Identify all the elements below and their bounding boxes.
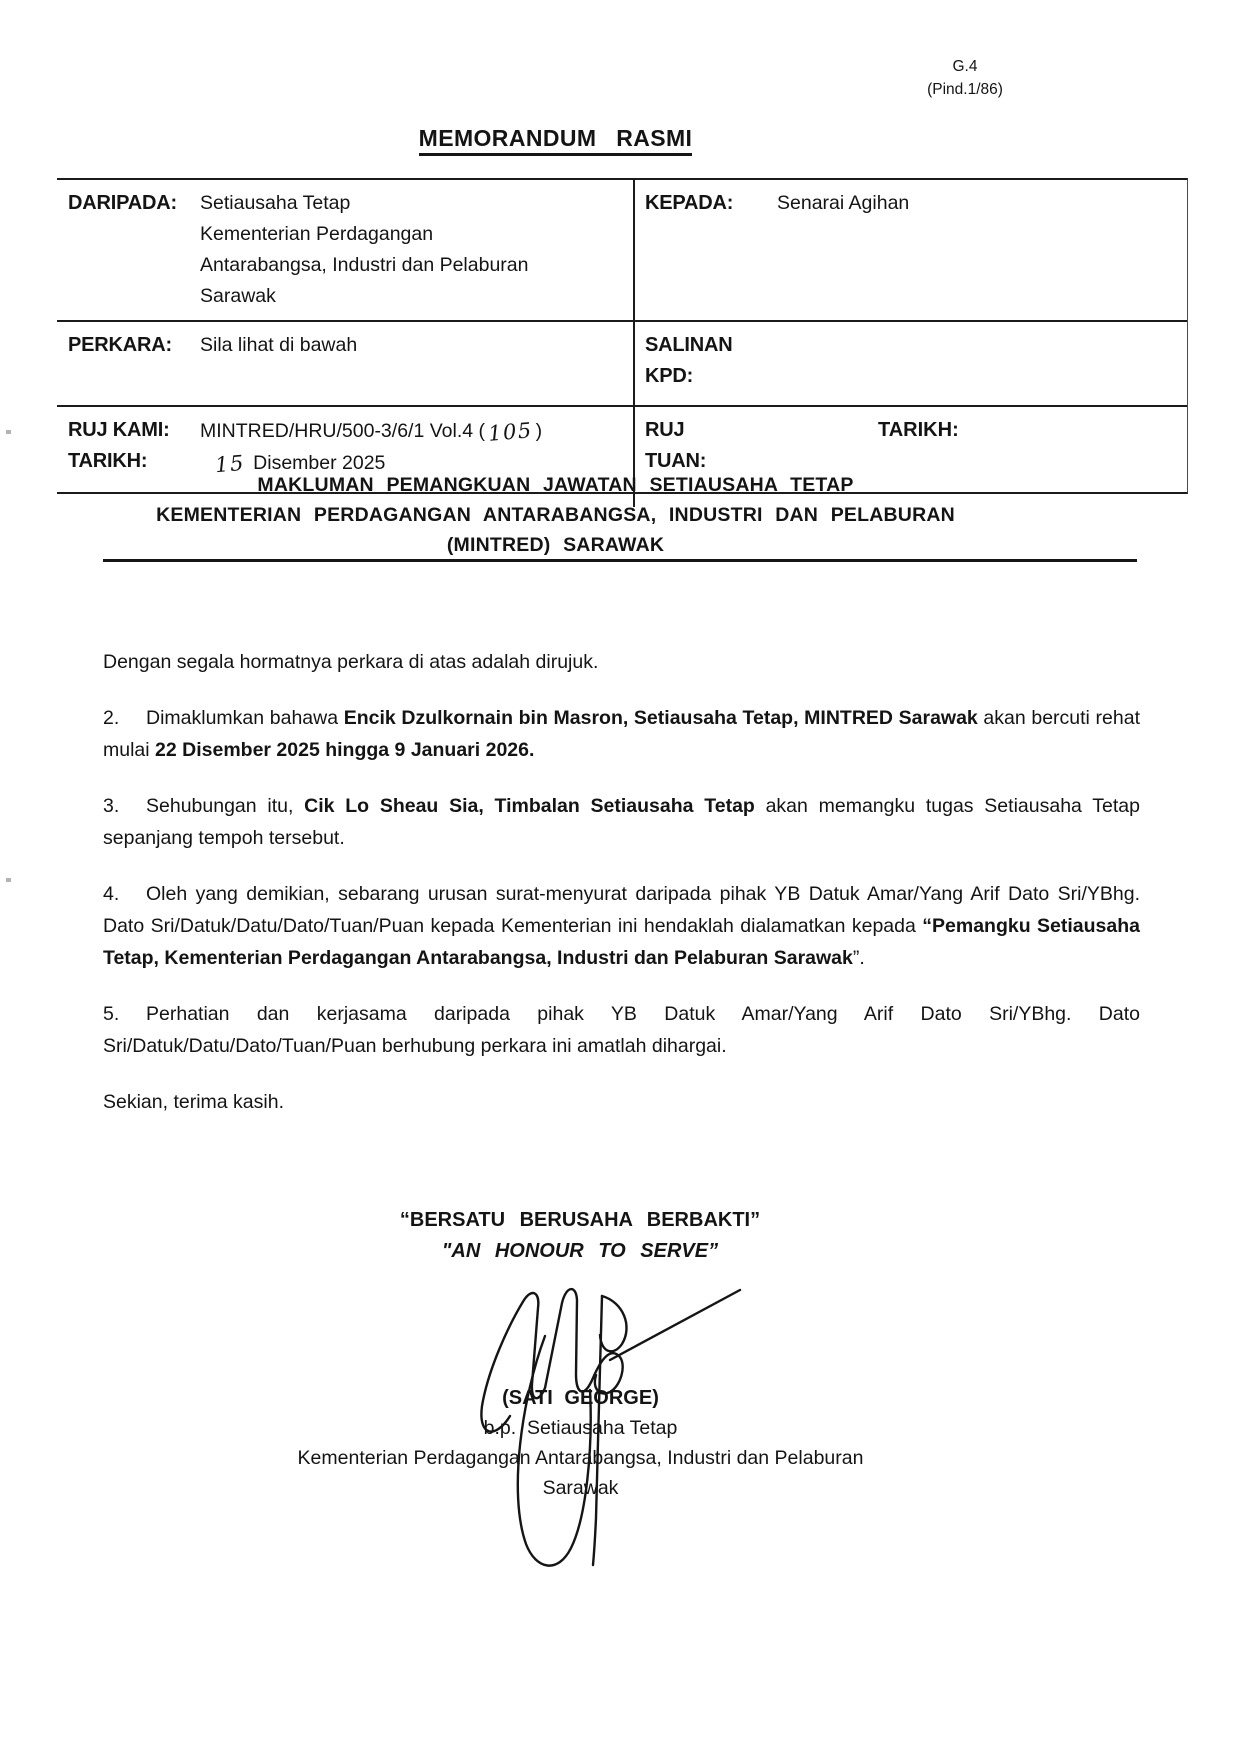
signature-bowl-stroke: [600, 1296, 627, 1351]
motto-line-english: "AN HONOUR TO SERVE”: [441, 1240, 719, 1262]
daripada-line: Kementerian Perdagangan: [200, 223, 434, 245]
ruj-tuan-label-line: RUJ: [645, 419, 685, 441]
form-code-number: G.4: [952, 58, 978, 75]
signature-flourish-stroke: [610, 1290, 740, 1360]
signatory-org-line: Kementerian Perdagangan Antarabangsa, Industri dan Pelaburan: [297, 1447, 864, 1469]
salinan-label-line: SALINAN: [645, 334, 733, 356]
paragraph-2: 2. Dimaklumkan bahawa Encik Dzulkornain bin Masron, Setiausaha Tetap, MINTRED Sarawak akan bercuti rehat mulai 22 Disember 2025 hingga 9 Januari 2026.: [103, 702, 1140, 766]
tarikh-kami-value: 15 Disember 2025: [200, 447, 633, 479]
bold-text: 22 Disember 2025 hingga 9 Januari 2026.: [155, 739, 535, 761]
paragraph-1: Dengan segala hormatnya perkara di atas adalah dirujuk.: [103, 651, 599, 673]
bold-text: Cik Lo Sheau Sia, Timbalan Setiausaha Tetap: [304, 795, 755, 817]
ruj-tuan-label-line: TUAN:: [645, 450, 707, 472]
closing-line: Sekian, terima kasih.: [103, 1091, 284, 1113]
table-row: [57, 180, 1187, 320]
signatory-behalf: b.p. Setiausaha Tetap: [483, 1417, 678, 1439]
subject-heading-rule: [103, 559, 1137, 562]
tarikh-tuan-label: TARIKH:: [878, 419, 959, 441]
ruj-kami-label: RUJ KAMI:: [68, 419, 170, 441]
bold-text: “Pemangku Setiausaha Tetap, Kementerian Perdagangan Antarabangsa, Industri dan Pelaburan Sarawak: [103, 915, 1141, 969]
salinan-label-line: KPD:: [645, 365, 694, 387]
memo-body: [103, 646, 1140, 1142]
daripada-label: DARIPADA:: [68, 192, 177, 214]
kepada-value: Senarai Agihan: [777, 192, 910, 214]
paragraph-4: 4. Oleh yang demikian, sebarang urusan surat-menyurat daripada pihak YB Datuk Amar/Yang Arif Dato Sri/YBhg. Dato Sri/Datuk/Datu/Dato/Tuan/Puan kepada Kementerian ini hendaklah dialamatkan kepada “Pemangku Setiausaha Tetap, Kementerian Perdagangan Antarabangsa, Industri dan Pelaburan Sarawak”.: [103, 878, 1140, 974]
signatory-name: (SATI GEORGE): [502, 1387, 659, 1409]
scan-artifact-dot: [6, 878, 11, 882]
daripada-line: Antarabangsa, Industri dan Pelaburan: [200, 254, 529, 276]
paragraph-number: 2.: [103, 707, 120, 729]
document-title-wrap: [103, 125, 1008, 152]
subject-heading: [103, 470, 1008, 560]
scan-artifact-dot: [6, 430, 11, 434]
kepada-cell: [633, 180, 1187, 320]
paragraph-number: 5.: [103, 1003, 120, 1025]
daripada-line: Setiausaha Tetap: [200, 192, 351, 214]
perkara-cell: [57, 322, 633, 405]
tarikh-kami-label: TARIKH:: [68, 450, 148, 472]
form-code-revision: (Pind.1/86): [927, 81, 1003, 98]
subject-heading-line: MAKLUMAN PEMANGKUAN JAWATAN SETIAUSAHA TETAP: [257, 474, 854, 496]
motto-line-malay: “BERSATU BERUSAHA BERBAKTI”: [399, 1209, 761, 1231]
handwritten-day: 15: [214, 450, 246, 478]
perkara-label: PERKARA:: [68, 334, 172, 356]
paragraph-5: 5. Perhatian dan kerjasama daripada pihak YB Datuk Amar/Yang Arif Dato Sri/YBhg. Dato Sri/Datuk/Datu/Dato/Tuan/Puan berhubung perkara ini amatlah dihargai.: [103, 998, 1140, 1062]
daripada-value: [200, 188, 633, 320]
subject-heading-line: (MINTRED) SARAWAK: [446, 534, 665, 556]
table-row: [57, 320, 1187, 405]
motto: [125, 1205, 1035, 1267]
salinan-cell: [633, 322, 1187, 405]
perkara-value: Sila lihat di bawah: [200, 334, 358, 356]
daripada-line: Sarawak: [200, 285, 276, 307]
paragraph-3: 3. Sehubungan itu, Cik Lo Sheau Sia, Timbalan Setiausaha Tetap akan memangku tugas Setiausaha Tetap sepanjang tempoh tersebut.: [103, 790, 1140, 854]
signature-block: [103, 1383, 1058, 1503]
subject-heading-line: KEMENTERIAN PERDAGANGAN ANTARABANGSA, INDUSTRI DAN PELABURAN: [156, 504, 955, 526]
ruj-kami-value: MINTRED/HRU/500-3/6/1 Vol.4 ( 105): [200, 415, 633, 447]
form-code: [898, 55, 1032, 101]
bold-text: Encik Dzulkornain bin Masron, Setiausaha Tetap, MINTRED Sarawak: [343, 707, 978, 729]
paragraph-number: 3.: [103, 795, 120, 817]
document-title: MEMORANDUM RASMI: [419, 125, 693, 156]
signatory-org-line: Sarawak: [542, 1477, 619, 1499]
salinan-label: [645, 330, 777, 405]
handwritten-ref-number: 105: [487, 418, 534, 446]
daripada-cell: [57, 180, 633, 320]
memo-header-table: [57, 178, 1188, 494]
paragraph-number: 4.: [103, 883, 120, 905]
kepada-label: KEPADA:: [645, 192, 734, 214]
